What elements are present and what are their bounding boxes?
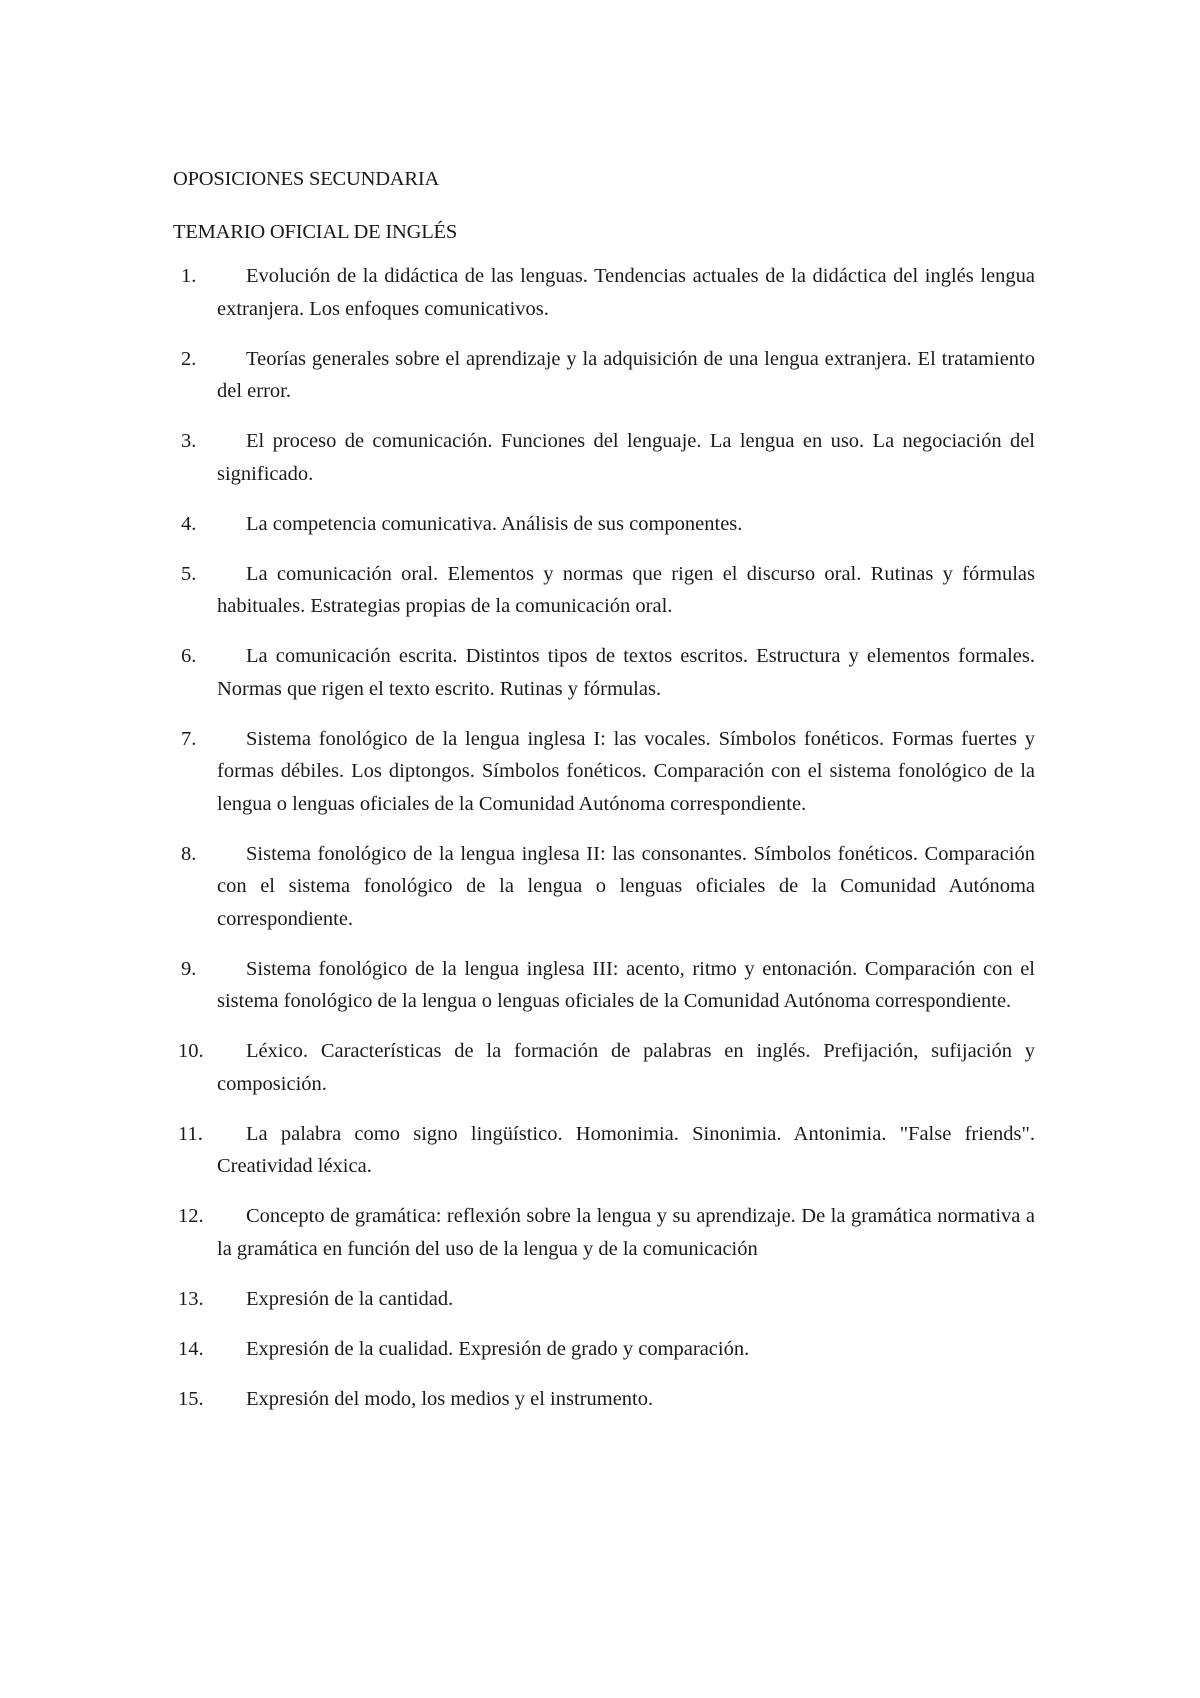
topic-list: [173, 260, 1035, 1415]
topic-text: Sistema fonológico de la lengua inglesa I: las vocales. Símbolos fonéticos. Formas fuertes y formas débiles. Los diptongos. Símbolos fonéticos. Comparación con el sistema fonológico de la lengua o lenguas oficiales de la Comunidad Autónoma correspondiente.: [217, 727, 1035, 815]
topic-text: La comunicación oral. Elementos y normas que rigen el discurso oral. Rutinas y fórmulas habituales. Estrategias propias de la comunicación oral.: [217, 562, 1035, 617]
topic-item-5: [173, 558, 1035, 623]
topic-number: 5.: [181, 562, 197, 585]
topic-number: 11.: [178, 1122, 203, 1145]
topic-number: 10.: [178, 1040, 204, 1062]
topic-number: 7.: [181, 727, 197, 750]
document-subheading: TEMARIO OFICIAL DE INGLÉS: [173, 220, 458, 243]
topic-number: 3.: [181, 430, 197, 452]
topic-item-8: [173, 838, 1035, 936]
topic-text: Evolución de la didáctica de las lenguas. Tendencias actuales de la didáctica del inglés lengua extranjera. Los enfoques comunicativos.: [217, 265, 1035, 320]
topic-text: Teorías generales sobre el aprendizaje y la adquisición de una lengua extranjera. El tratamiento del error.: [217, 347, 1035, 402]
topic-item-4: [173, 508, 1035, 541]
topic-text: Expresión del modo, los medios y el instrumento.: [246, 1387, 654, 1410]
topic-item-10: [173, 1035, 1035, 1100]
topic-item-15: [173, 1383, 1035, 1416]
topic-text: Expresión de la cantidad.: [246, 1287, 454, 1310]
document-content: [173, 163, 1035, 1433]
topic-item-12: [173, 1200, 1035, 1265]
document-heading: OPOSICIONES SECUNDARIA: [173, 168, 440, 190]
topic-text: La competencia comunicativa. Análisis de sus componentes.: [246, 512, 743, 535]
topic-number: 15.: [178, 1387, 204, 1410]
topic-text: Concepto de gramática: reflexión sobre la lengua y su aprendizaje. De la gramática normativa a la gramática en función del uso de la lengua y de la comunicación: [217, 1205, 1035, 1260]
topic-number: 6.: [181, 645, 197, 667]
topic-number: 12.: [178, 1205, 204, 1227]
topic-item-7: [173, 723, 1035, 821]
topic-number: 4.: [181, 512, 197, 535]
topic-number: 9.: [181, 957, 197, 980]
topic-text: Sistema fonológico de la lengua inglesa III: acento, ritmo y entonación. Comparación con el sistema fonológico de la lengua o lenguas oficiales de la Comunidad Autónoma correspondiente.: [217, 957, 1035, 1012]
topic-number: 8.: [181, 842, 197, 865]
topic-item-2: [173, 343, 1035, 408]
topic-text: Sistema fonológico de la lengua inglesa II: las consonantes. Símbolos fonéticos. Comparación con el sistema fonológico de la lengua o lenguas oficiales de la Comunidad Autónoma correspondiente.: [217, 842, 1035, 930]
topic-text: La palabra como signo lingüístico. Homonimia. Sinonimia. Antonimia. "False friends". Creatividad léxica.: [217, 1122, 1035, 1177]
topic-number: 13.: [178, 1287, 204, 1310]
topic-item-9: [173, 953, 1035, 1018]
topic-item-1: [173, 260, 1035, 325]
topic-number: 14.: [178, 1337, 204, 1360]
topic-item-11: [173, 1118, 1035, 1183]
topic-number: 1.: [181, 265, 197, 287]
topic-text: La comunicación escrita. Distintos tipos de textos escritos. Estructura y elementos formales. Normas que rigen el texto escrito. Rutinas y fórmulas.: [217, 645, 1035, 700]
topic-text: Expresión de la cualidad. Expresión de grado y comparación.: [246, 1337, 750, 1360]
topic-item-3: [173, 425, 1035, 490]
topic-number: 2.: [181, 347, 197, 370]
topic-text: Léxico. Características de la formación de palabras en inglés. Prefijación, sufijación y composición.: [217, 1040, 1035, 1095]
topic-item-6: [173, 640, 1035, 705]
topic-text: El proceso de comunicación. Funciones del lenguaje. La lengua en uso. La negociación del significado.: [217, 430, 1035, 485]
topic-item-14: [173, 1333, 1035, 1366]
topic-item-13: [173, 1283, 1035, 1316]
